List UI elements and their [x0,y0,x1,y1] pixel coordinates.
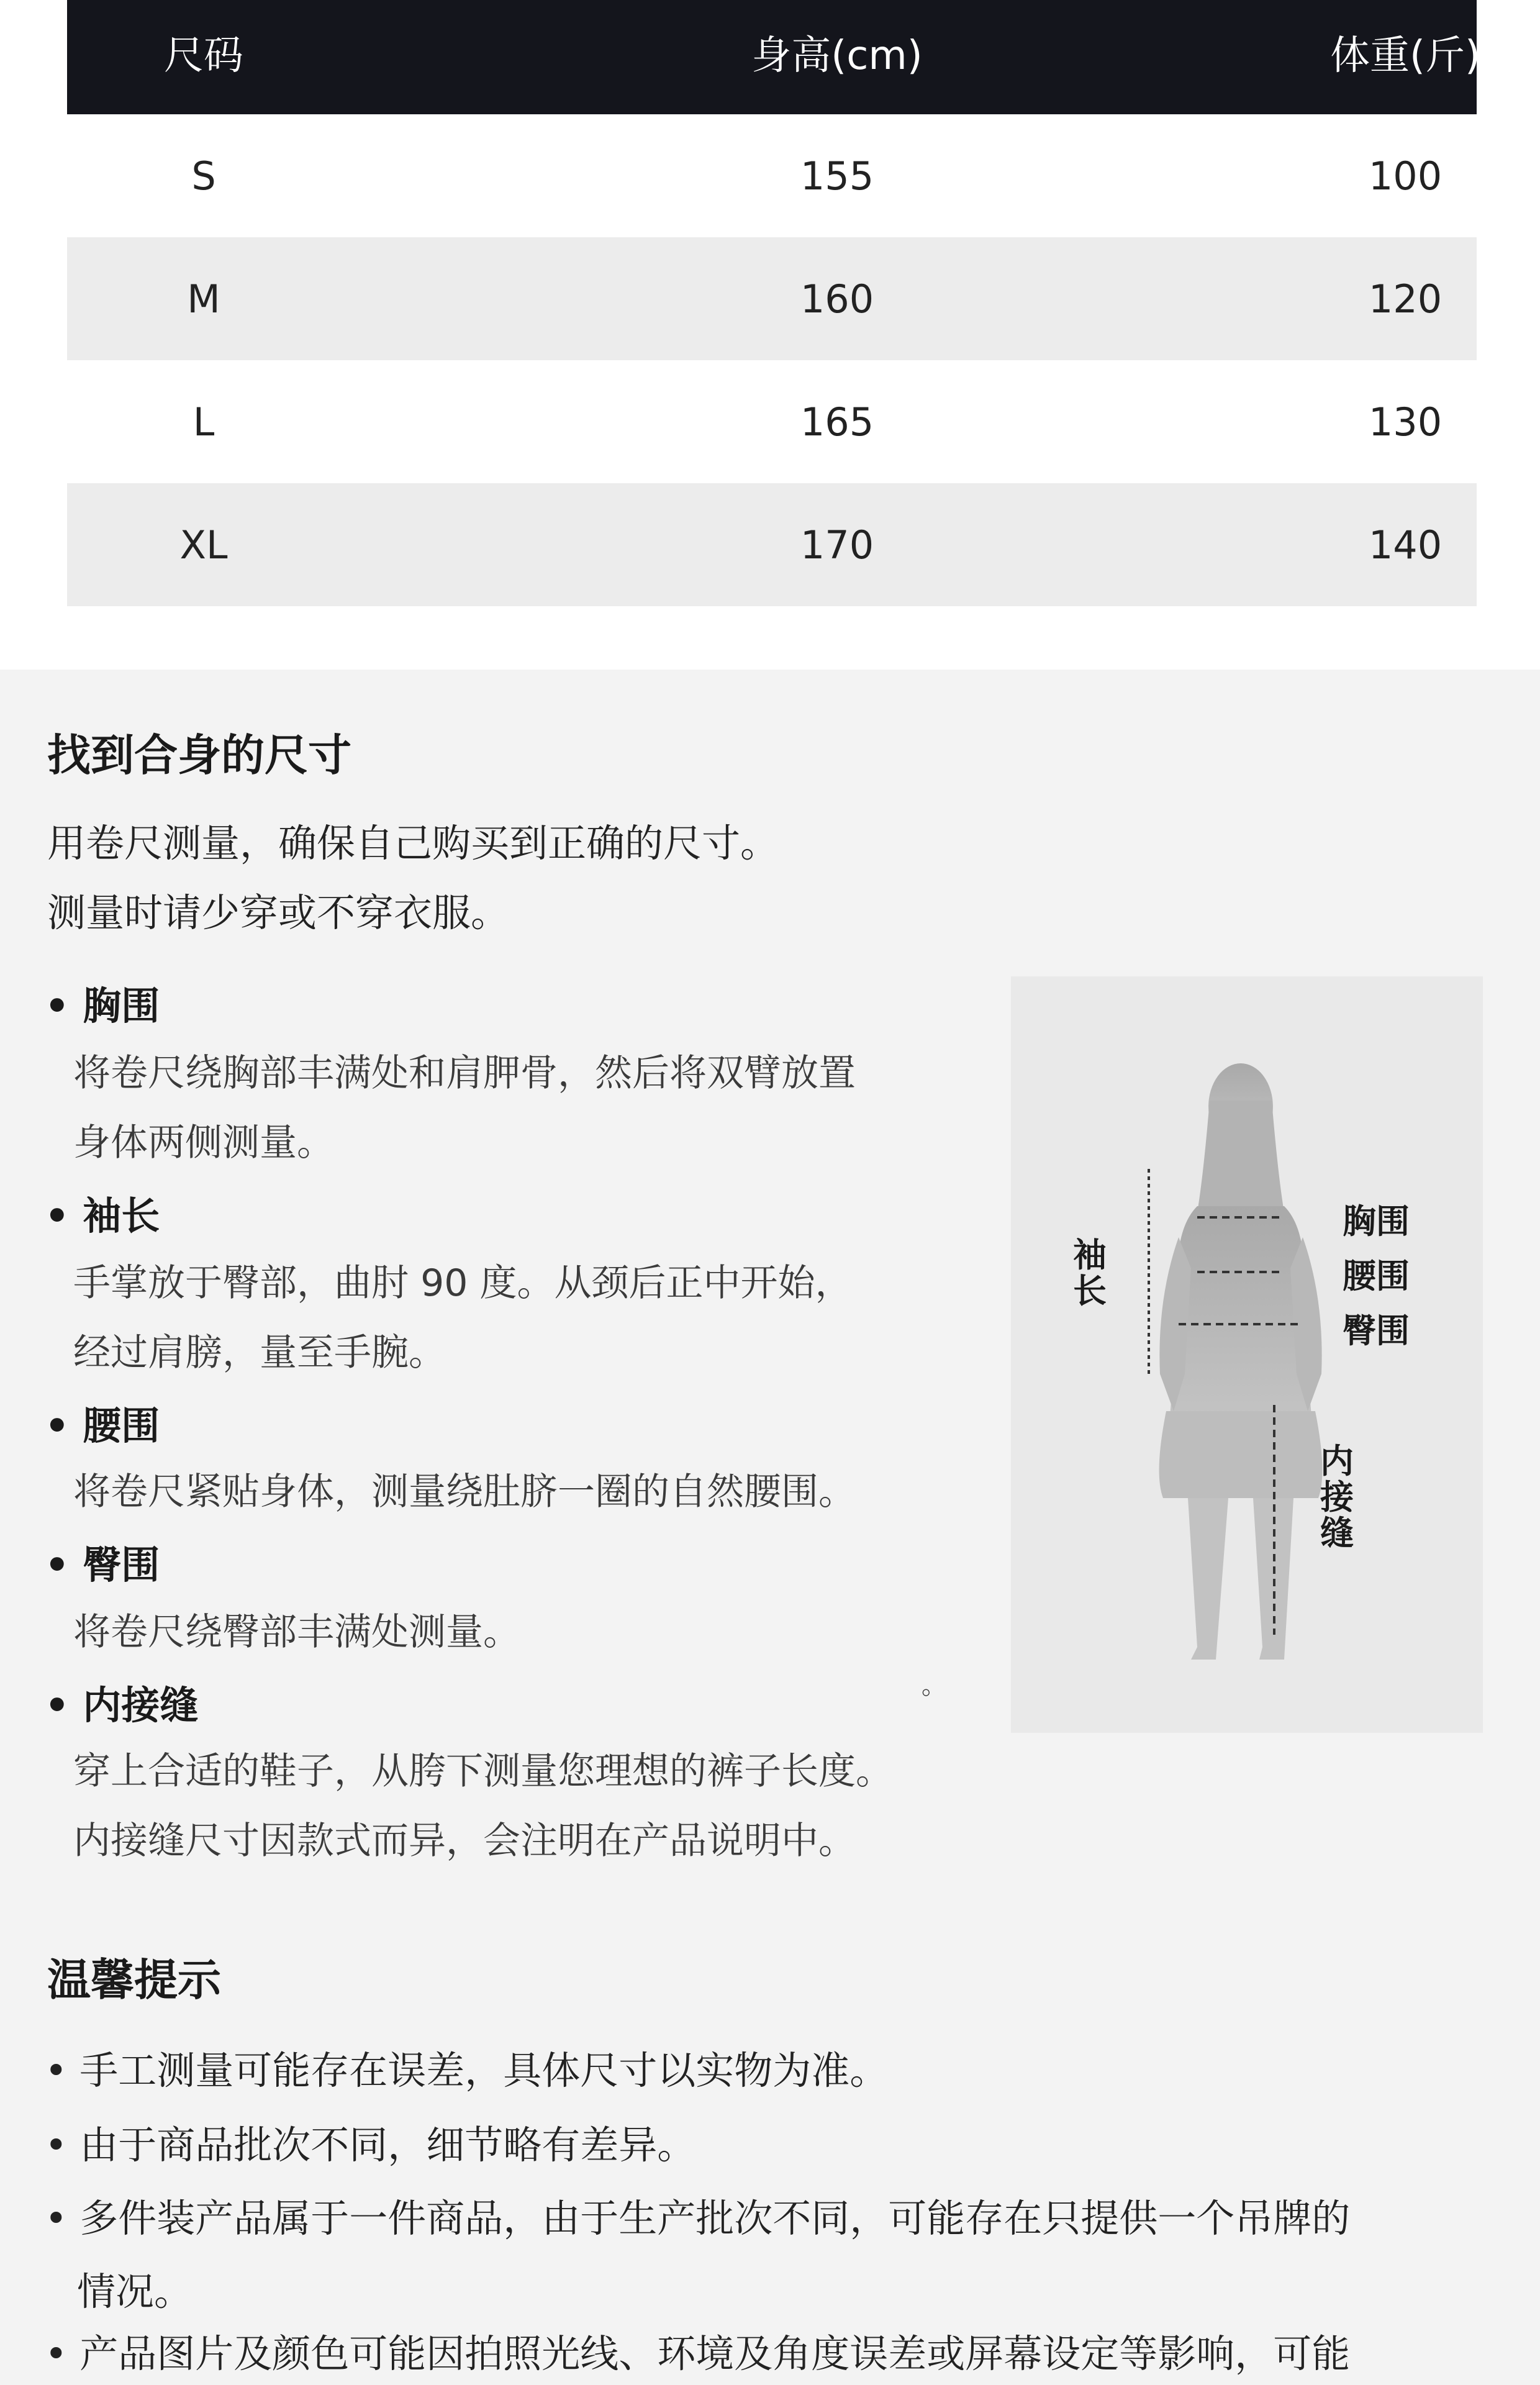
guide-intro-line: 测量时请少穿或不穿衣服。 [47,890,510,935]
cell-weight: 140 [1368,522,1443,568]
item-desc-line: 穿上合适的鞋子，从胯下测量您理想的裤子长度。 [73,1750,893,1793]
cell-height: 165 [800,399,874,445]
item-desc-line: 内接缝尺寸因款式而异，会注明在产品说明中。 [73,1819,856,1863]
cell-size: M [187,276,220,322]
size-chart-area [0,0,1540,670]
header-weight: 体重(斤) [1330,33,1480,79]
header-size: 尺码 [164,33,243,79]
item-desc-line: 将卷尺绕胸部丰满处和肩胛骨，然后将双臂放置 [73,1052,856,1095]
body-figure-panel [1011,976,1483,1733]
item-desc-line: 经过肩膀，量至手腕。 [73,1331,446,1374]
tip-line: • 产品图片及颜色可能因拍照光线、环境及角度误差或屏幕设定等影响，可能 [45,2331,1351,2376]
cell-size: XL [179,522,228,568]
label-sleeve: 袖长 [1073,1235,1107,1311]
guide-intro-line: 用卷尺测量，确保自己购买到正确的尺寸。 [47,820,779,866]
table-row [67,114,1477,237]
tip-line: 情况。 [77,2269,193,2314]
cell-height: 170 [800,522,874,568]
table-header [67,0,1480,114]
label-chest: 胸围 [1343,1202,1410,1241]
item-desc-line: 手掌放于臀部，曲肘 90 度。从颈后正中开始， [73,1261,853,1305]
item-title-sleeve: • 袖长 [45,1193,160,1238]
item-title-chest: • 胸围 [45,983,160,1029]
guide-title: 找到合身的尺寸 [47,730,351,781]
tips-title: 温馨提示 [47,1955,221,2006]
cell-weight: 130 [1368,399,1443,445]
stray-mark: 。 [922,1671,946,1700]
tip-line: • 由于商品批次不同，细节略有差异。 [45,2122,696,2168]
table-row [67,237,1477,360]
label-hip: 臀围 [1343,1311,1410,1350]
item-title-waist: • 腰围 [45,1403,160,1448]
body-silhouette-icon [1011,976,1483,1733]
cell-size: S [191,153,216,199]
item-desc-line: 身体两侧测量。 [73,1121,334,1165]
tip-line: • 多件装产品属于一件商品，由于生产批次不同，可能存在只提供一个吊牌的 [45,2196,1351,2241]
cell-height: 155 [800,153,874,199]
item-title-inseam: • 内接缝 [45,1683,199,1728]
cell-weight: 100 [1368,153,1443,199]
item-desc-line: 将卷尺绕臀部丰满处测量。 [73,1610,520,1654]
table-row [67,360,1477,483]
cell-weight: 120 [1368,276,1443,322]
label-inseam: 内接缝 [1320,1442,1354,1553]
table-row [67,483,1477,606]
cell-size: L [192,399,215,445]
size-table [67,0,1480,606]
label-waist: 腰围 [1343,1256,1410,1296]
header-height: 身高(cm) [751,33,923,79]
tip-line: • 手工测量可能存在误差，具体尺寸以实物为准。 [45,2048,889,2093]
item-title-hip: • 臀围 [45,1542,160,1588]
item-desc-line: 将卷尺紧贴身体，测量绕肚脐一圈的自然腰围。 [73,1470,856,1514]
cell-height: 160 [800,276,874,322]
